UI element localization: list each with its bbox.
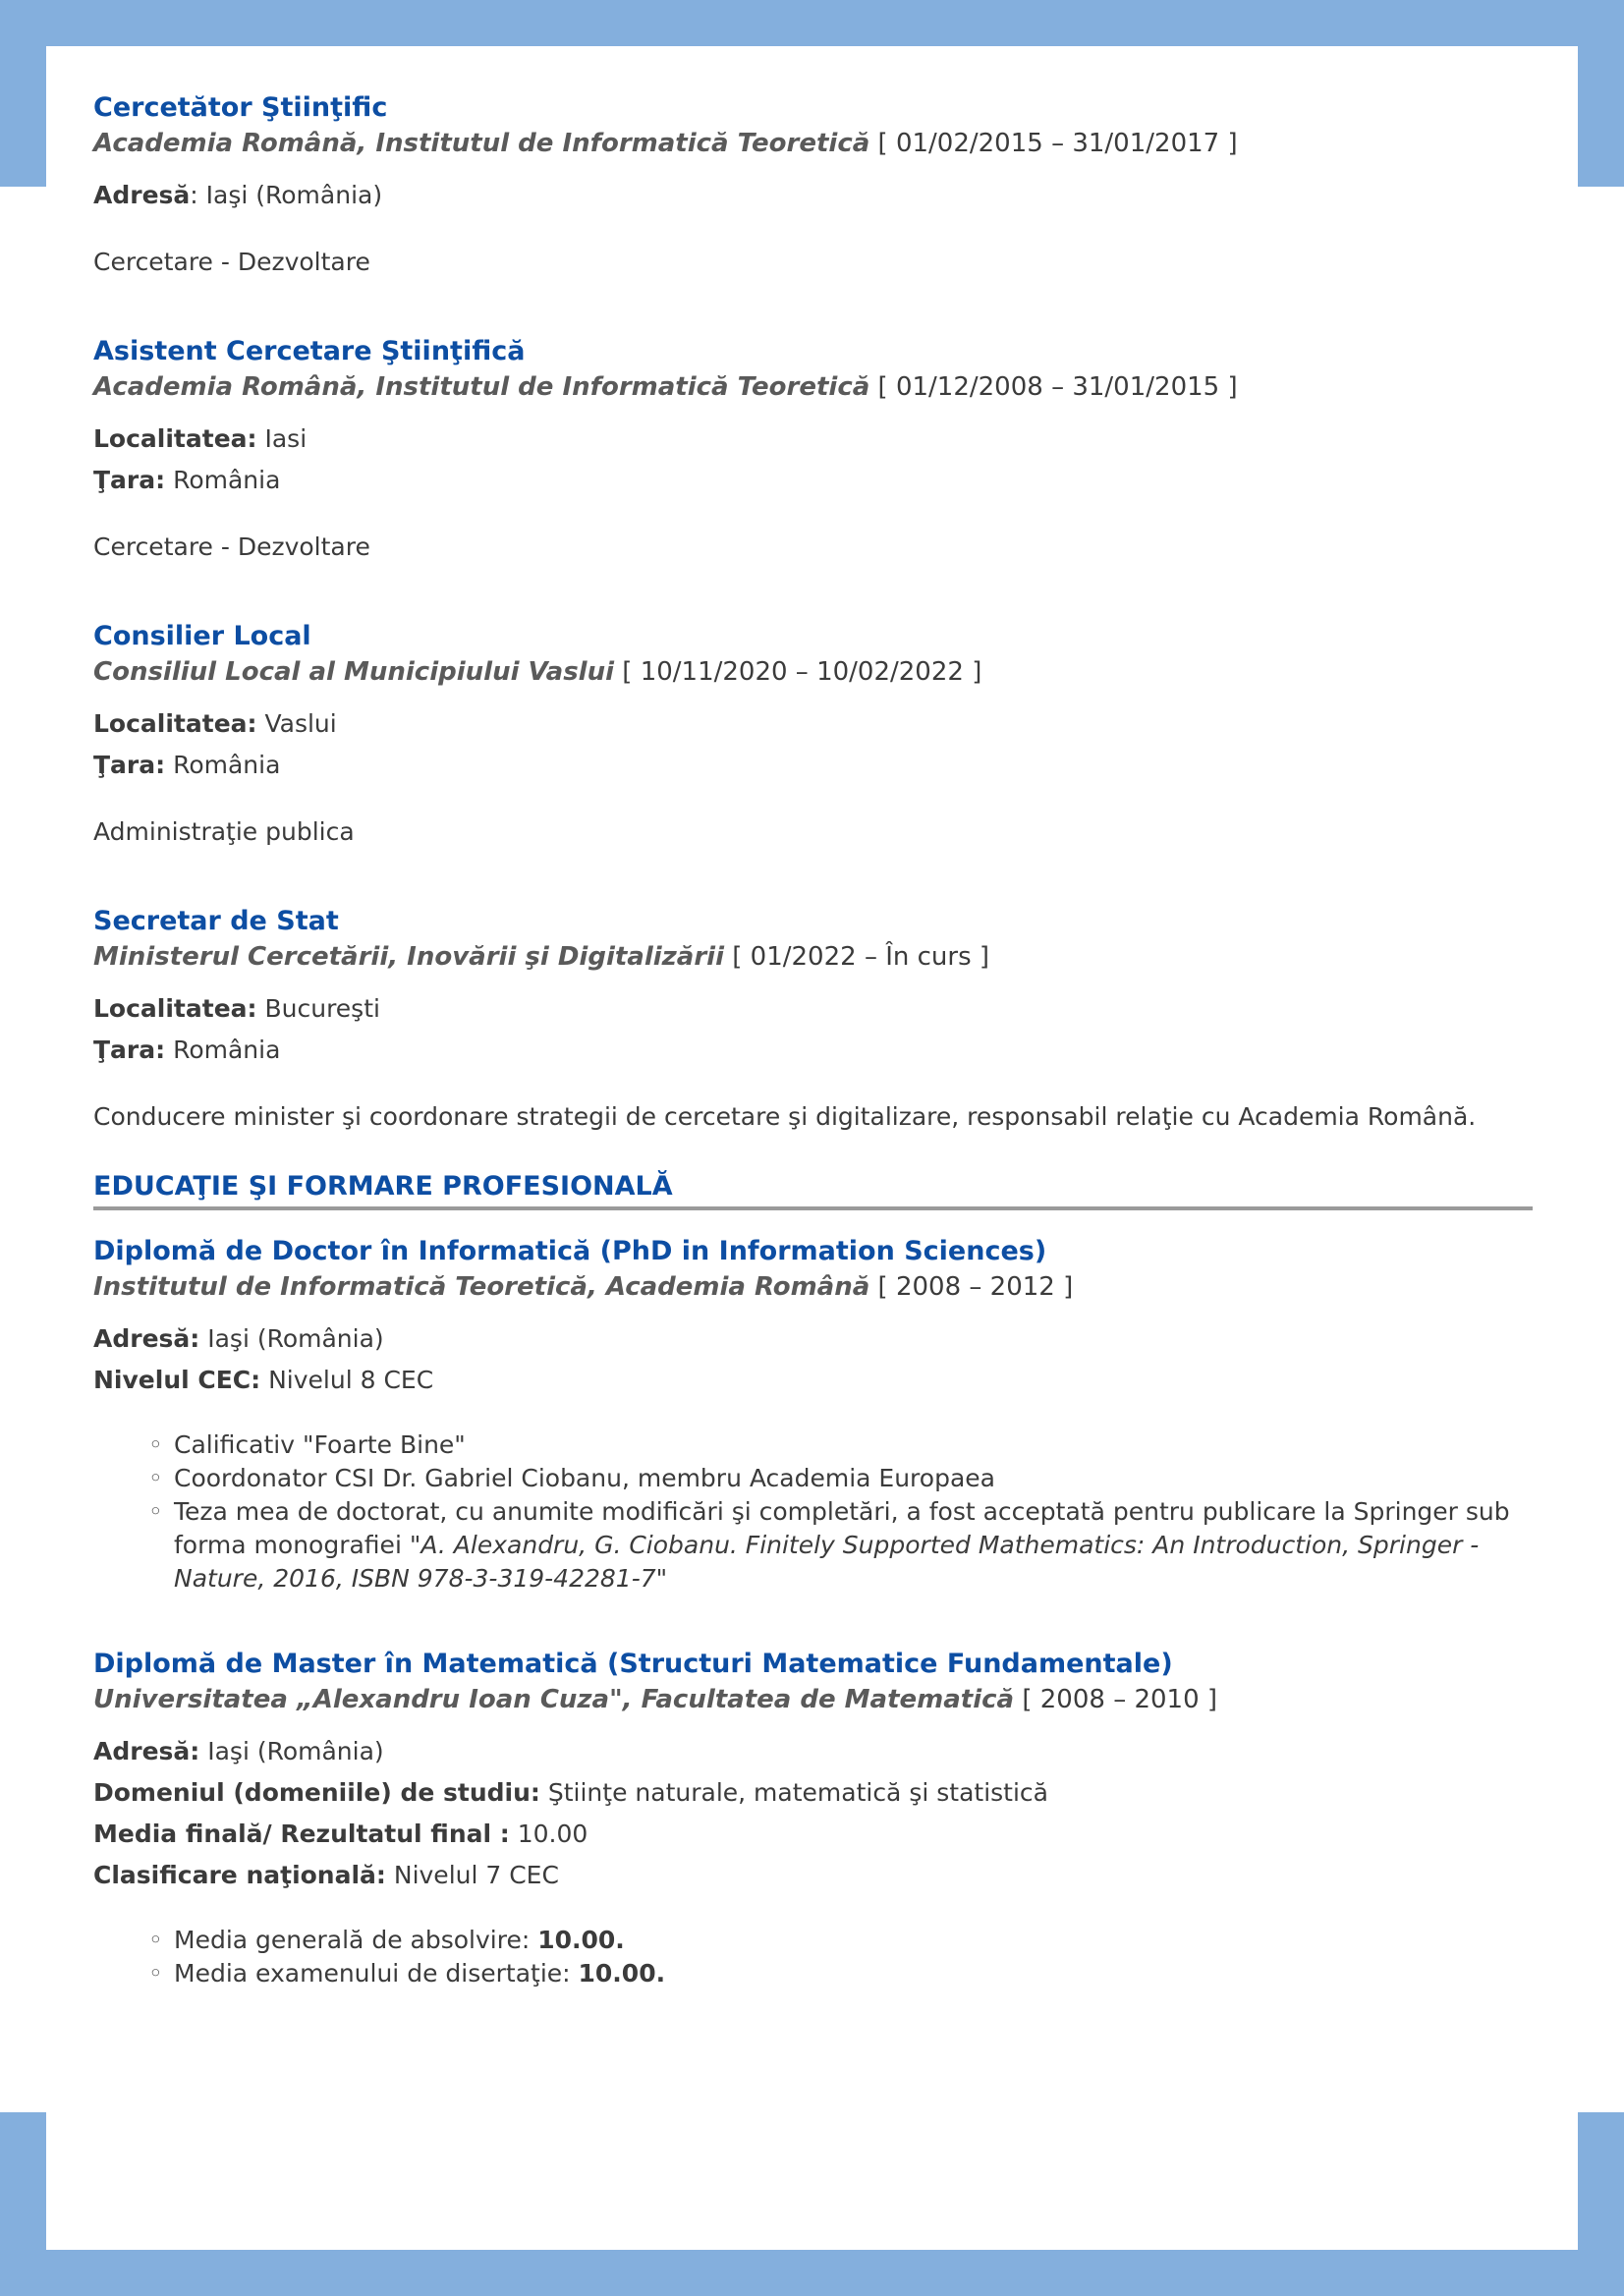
education-grade: [93, 1814, 1533, 1855]
field-value: Iaşi (România): [199, 1324, 384, 1353]
frame-bottom: [0, 2250, 1624, 2296]
field-value: Ştiinţe naturale, matematică şi statistică: [539, 1778, 1048, 1807]
field-label: Adresă:: [93, 1737, 200, 1765]
job-country: [93, 460, 1533, 501]
job-title: Asistent Cercetare Ştiinţifică: [93, 336, 526, 366]
field-value: Nivelul 8 CEC: [260, 1366, 434, 1394]
job-title: Consilier Local: [93, 621, 311, 651]
job-title: Cercetător Ştiinţific: [93, 92, 388, 123]
job-dates: [ 01/2022 – În curs ]: [732, 942, 990, 972]
thesis-text: Teza mea de doctorat, cu anumite modificări şi completări, a fost acceptată pentru publicare la Springer sub forma monografiei: [174, 1497, 1510, 1559]
field-value: Bucureşti: [256, 994, 380, 1023]
employer-name: Academia Română, Institutul de Informatică Teoretică: [93, 372, 870, 402]
job-locality: [93, 988, 1533, 1030]
job-entry: [93, 904, 1533, 1138]
job-entry: [93, 334, 1533, 568]
education-address: [93, 1318, 1533, 1360]
employer-name: Consiliul Local al Municipiului Vaslui: [93, 657, 615, 687]
field-label: Media finală/ Rezultatul final :: [93, 1820, 510, 1848]
job-country: [93, 1030, 1533, 1071]
job-employer: [93, 654, 1533, 690]
field-label: Ţara:: [93, 751, 166, 779]
item-value: 10.00.: [578, 1959, 666, 1988]
field-value: : Iaşi (România): [190, 181, 383, 209]
job-entry: [93, 619, 1533, 853]
field-label: Localitatea:: [93, 994, 257, 1023]
job-dates: [ 10/11/2020 – 10/02/2022 ]: [622, 657, 982, 687]
job-description: Cercetare - Dezvoltare: [93, 532, 370, 561]
frame-top: [0, 0, 1624, 46]
job-address: [93, 175, 1533, 216]
institution: [93, 1269, 1533, 1305]
field-label: Clasificare naţională:: [93, 1861, 386, 1889]
list-item: [174, 1957, 1533, 1990]
job-description: Cercetare - Dezvoltare: [93, 248, 370, 276]
job-employer: [93, 369, 1533, 405]
education-dates: [ 2008 – 2010 ]: [1022, 1685, 1218, 1714]
field-value: Vaslui: [256, 709, 337, 738]
job-employer: [93, 939, 1533, 975]
field-value: România: [165, 751, 281, 779]
job-country: [93, 745, 1533, 786]
education-classification: [93, 1855, 1533, 1896]
field-value: Nivelul 7 CEC: [385, 1861, 559, 1889]
section-title: EDUCAŢIE ŞI FORMARE PROFESIONALĂ: [93, 1171, 673, 1202]
section-heading-education: [93, 1167, 1533, 1210]
field-value: 10.00: [509, 1820, 588, 1848]
frame-corner-bottom-right: [1578, 2112, 1624, 2296]
field-label: Domeniul (domeniile) de studiu:: [93, 1778, 540, 1807]
field-label: Adresă:: [93, 1324, 200, 1353]
job-description: Administraţie publica: [93, 817, 355, 846]
institution-name: Institutul de Informatică Teoretică, Academia Română: [93, 1272, 870, 1302]
job-dates: [ 01/12/2008 – 31/01/2015 ]: [877, 372, 1238, 402]
employer-name: Ministerul Cercetării, Inovării şi Digitalizării: [93, 942, 724, 972]
frame-corner-bottom-left: [0, 2112, 46, 2296]
item-text: Media generală de absolvire:: [174, 1926, 538, 1954]
institution: [93, 1682, 1533, 1717]
education-address: [93, 1731, 1533, 1772]
education-dates: [ 2008 – 2012 ]: [877, 1272, 1074, 1302]
degree-title: Diplomă de Doctor în Informatică (PhD in Information Sciences): [93, 1236, 1047, 1266]
list-item: [174, 1495, 1533, 1596]
education-level: [93, 1360, 1533, 1401]
field-label: Nivelul CEC:: [93, 1366, 261, 1394]
institution-name: Universitatea „Alexandru Ioan Cuza", Facultatea de Matematică: [93, 1685, 1015, 1714]
bullet-list: [93, 1924, 1533, 1990]
list-item: ◦ Calificativ "Foarte Bine": [174, 1428, 1533, 1462]
job-employer: [93, 126, 1533, 161]
job-entry: [93, 90, 1533, 283]
bullet-list: [93, 1428, 1533, 1596]
job-locality: [93, 703, 1533, 745]
job-dates: [ 01/02/2015 – 31/01/2017 ]: [877, 129, 1238, 158]
thesis-reference: "A. Alexandru, G. Ciobanu. Finitely Supported Mathematics: An Introduction, Springer - Nature, 2016, ISBN 978-3-319-42281-7": [174, 1531, 1480, 1593]
field-label: Localitatea:: [93, 709, 257, 738]
education-field: [93, 1772, 1533, 1814]
education-entry: [93, 1234, 1533, 1596]
field-value: Iaşi (România): [199, 1737, 384, 1765]
job-description: Conducere minister şi coordonare strategii de cercetare şi digitalizare, responsabil relaţie cu Academia Română.: [93, 1102, 1477, 1131]
item-text: Media examenului de disertaţie:: [174, 1959, 579, 1988]
field-value: România: [165, 1036, 281, 1064]
field-value: Iasi: [256, 424, 308, 453]
field-label: Adresă: [93, 181, 191, 209]
job-locality: [93, 419, 1533, 460]
list-item: ◦ Coordonator CSI Dr. Gabriel Ciobanu, membru Academia Europaea: [174, 1462, 1533, 1495]
list-item: [174, 1924, 1533, 1957]
frame-corner-top-left: [0, 0, 46, 187]
item-value: 10.00.: [537, 1926, 625, 1954]
field-label: Ţara:: [93, 1036, 166, 1064]
field-label: Localitatea:: [93, 424, 257, 453]
job-title: Secretar de Stat: [93, 906, 339, 936]
cv-content: [93, 90, 1533, 2042]
frame-corner-top-right: [1578, 0, 1624, 187]
employer-name: Academia Română, Institutul de Informatică Teoretică: [93, 129, 870, 158]
field-label: Ţara:: [93, 466, 166, 494]
degree-title: Diplomă de Master în Matematică (Structuri Matematice Fundamentale): [93, 1649, 1173, 1679]
education-entry: [93, 1647, 1533, 1990]
field-value: România: [165, 466, 281, 494]
